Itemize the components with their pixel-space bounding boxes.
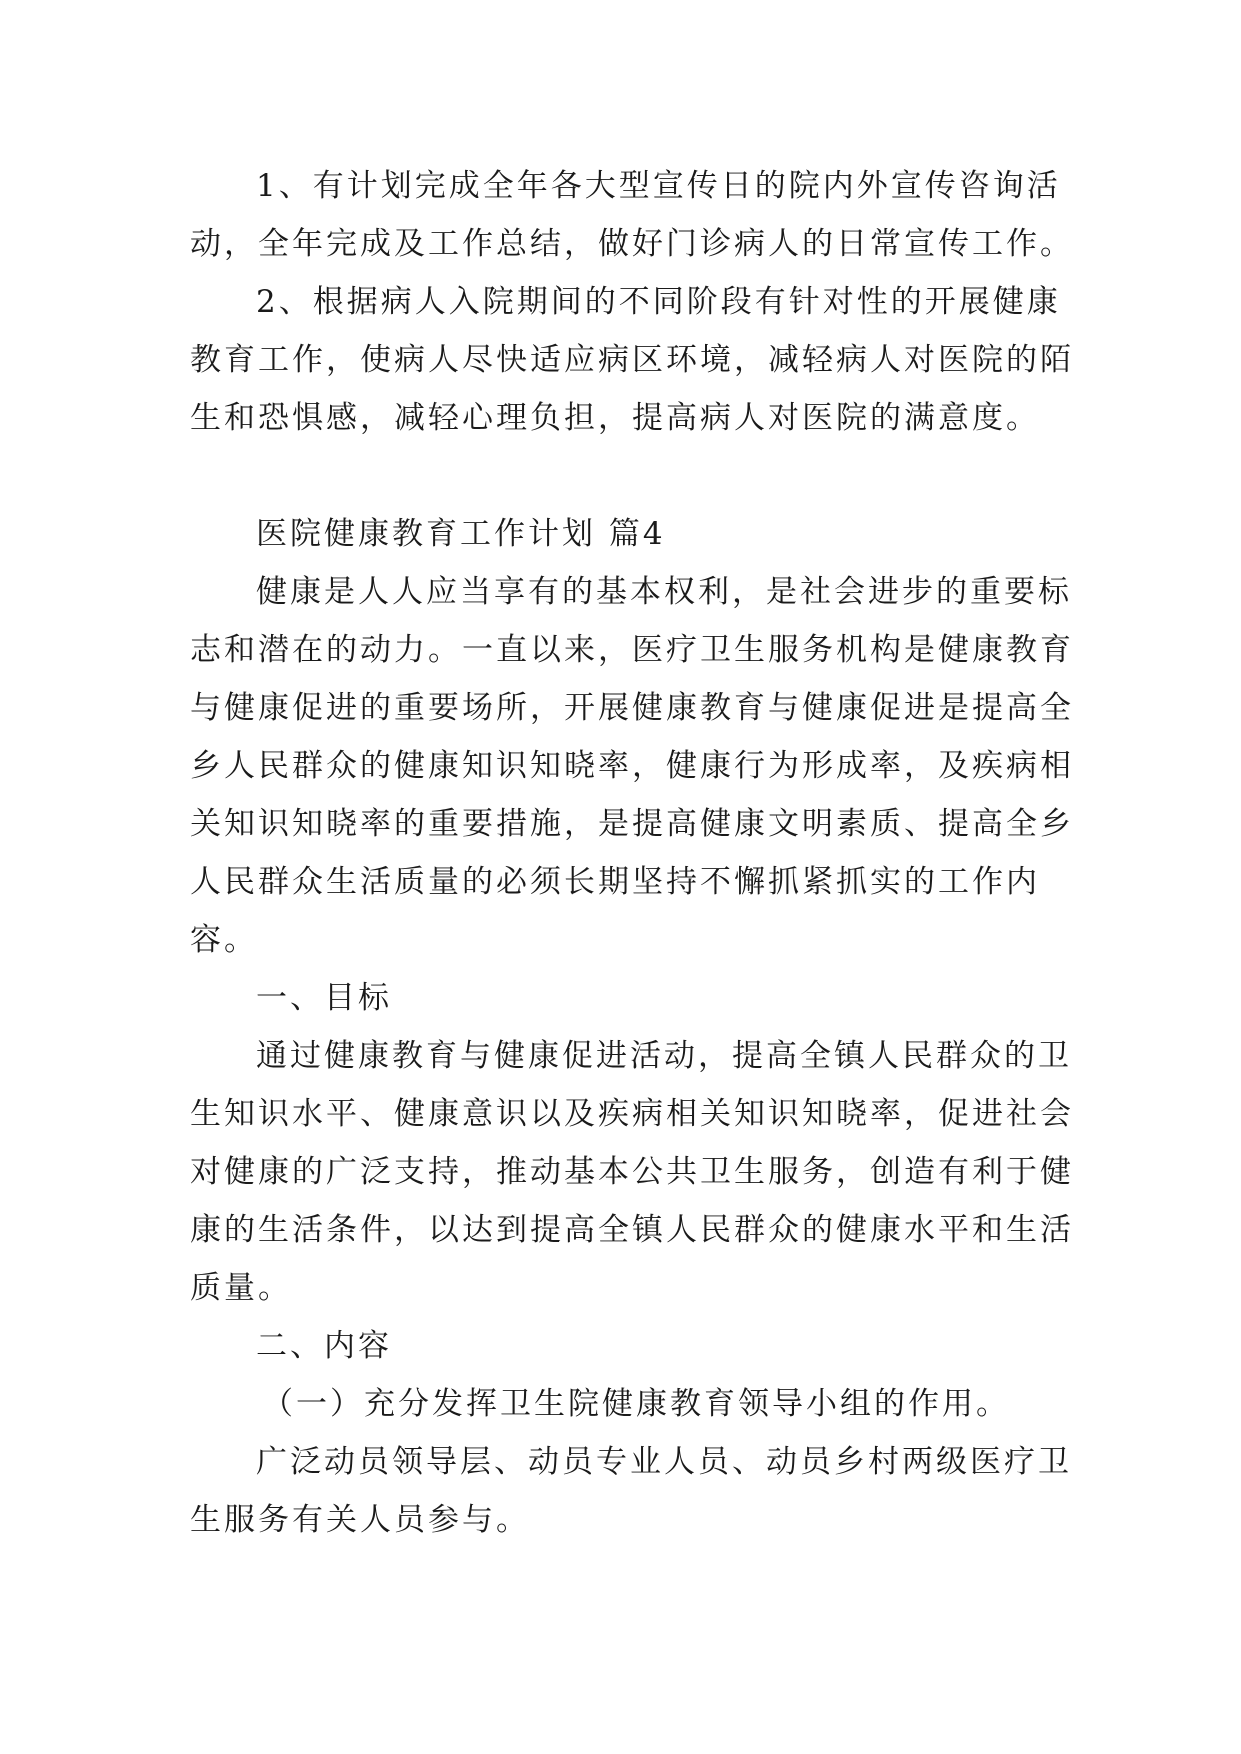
paragraph-1-line-1: 1、有计划完成全年各大型宣传日的院内外宣传咨询活 (256, 168, 1061, 204)
paragraph-1-line-2: 动，全年完成及工作总结，做好门诊病人的日常宣传工作。 (190, 226, 1074, 262)
paragraph-4-line-4: 康的生活条件，以达到提高全镇人民群众的健康水平和生活 (190, 1212, 1074, 1248)
paragraph-4-line-2: 生知识水平、健康意识以及疾病相关知识知晓率，促进社会 (190, 1096, 1074, 1132)
section-title: 医院健康教育工作计划 篇4 (256, 516, 666, 552)
paragraph-3-line-7: 容。 (190, 922, 258, 958)
paragraph-3-line-6: 人民群众生活质量的必须长期坚持不懈抓紧抓实的工作内 (190, 864, 1040, 900)
paragraph-3-line-4: 乡人民群众的健康知识知晓率，健康行为形成率，及疾病相 (190, 748, 1074, 784)
paragraph-5-line-1: 广泛动员领导层、动员专业人员、动员乡村两级医疗卫 (256, 1444, 1072, 1480)
paragraph-2-line-2: 教育工作，使病人尽快适应病区环境，减轻病人对医院的陌 (190, 342, 1074, 378)
heading-content: 二、内容 (256, 1328, 392, 1364)
paragraph-3-line-5: 关知识知晓率的重要措施，是提高健康文明素质、提高全乡 (190, 806, 1074, 842)
paragraph-5-line-2: 生服务有关人员参与。 (190, 1502, 530, 1538)
paragraph-4-line-3: 对健康的广泛支持，推动基本公共卫生服务，创造有利于健 (190, 1154, 1074, 1190)
subheading-1: （一）充分发挥卫生院健康教育领导小组的作用。 (262, 1386, 1010, 1422)
paragraph-4-line-1: 通过健康教育与健康促进活动，提高全镇人民群众的卫 (256, 1038, 1072, 1074)
paragraph-3-line-2: 志和潜在的动力。一直以来，医疗卫生服务机构是健康教育 (190, 632, 1074, 668)
heading-goals: 一、目标 (256, 980, 392, 1016)
paragraph-2-line-1: 2、根据病人入院期间的不同阶段有针对性的开展健康 (256, 284, 1061, 320)
paragraph-3-line-1: 健康是人人应当享有的基本权利，是社会进步的重要标 (256, 574, 1072, 610)
paragraph-2-line-3: 生和恐惧感，减轻心理负担，提高病人对医院的满意度。 (190, 400, 1040, 436)
paragraph-4-line-5: 质量。 (190, 1270, 292, 1306)
paragraph-3-line-3: 与健康促进的重要场所，开展健康教育与健康促进是提高全 (190, 690, 1074, 726)
